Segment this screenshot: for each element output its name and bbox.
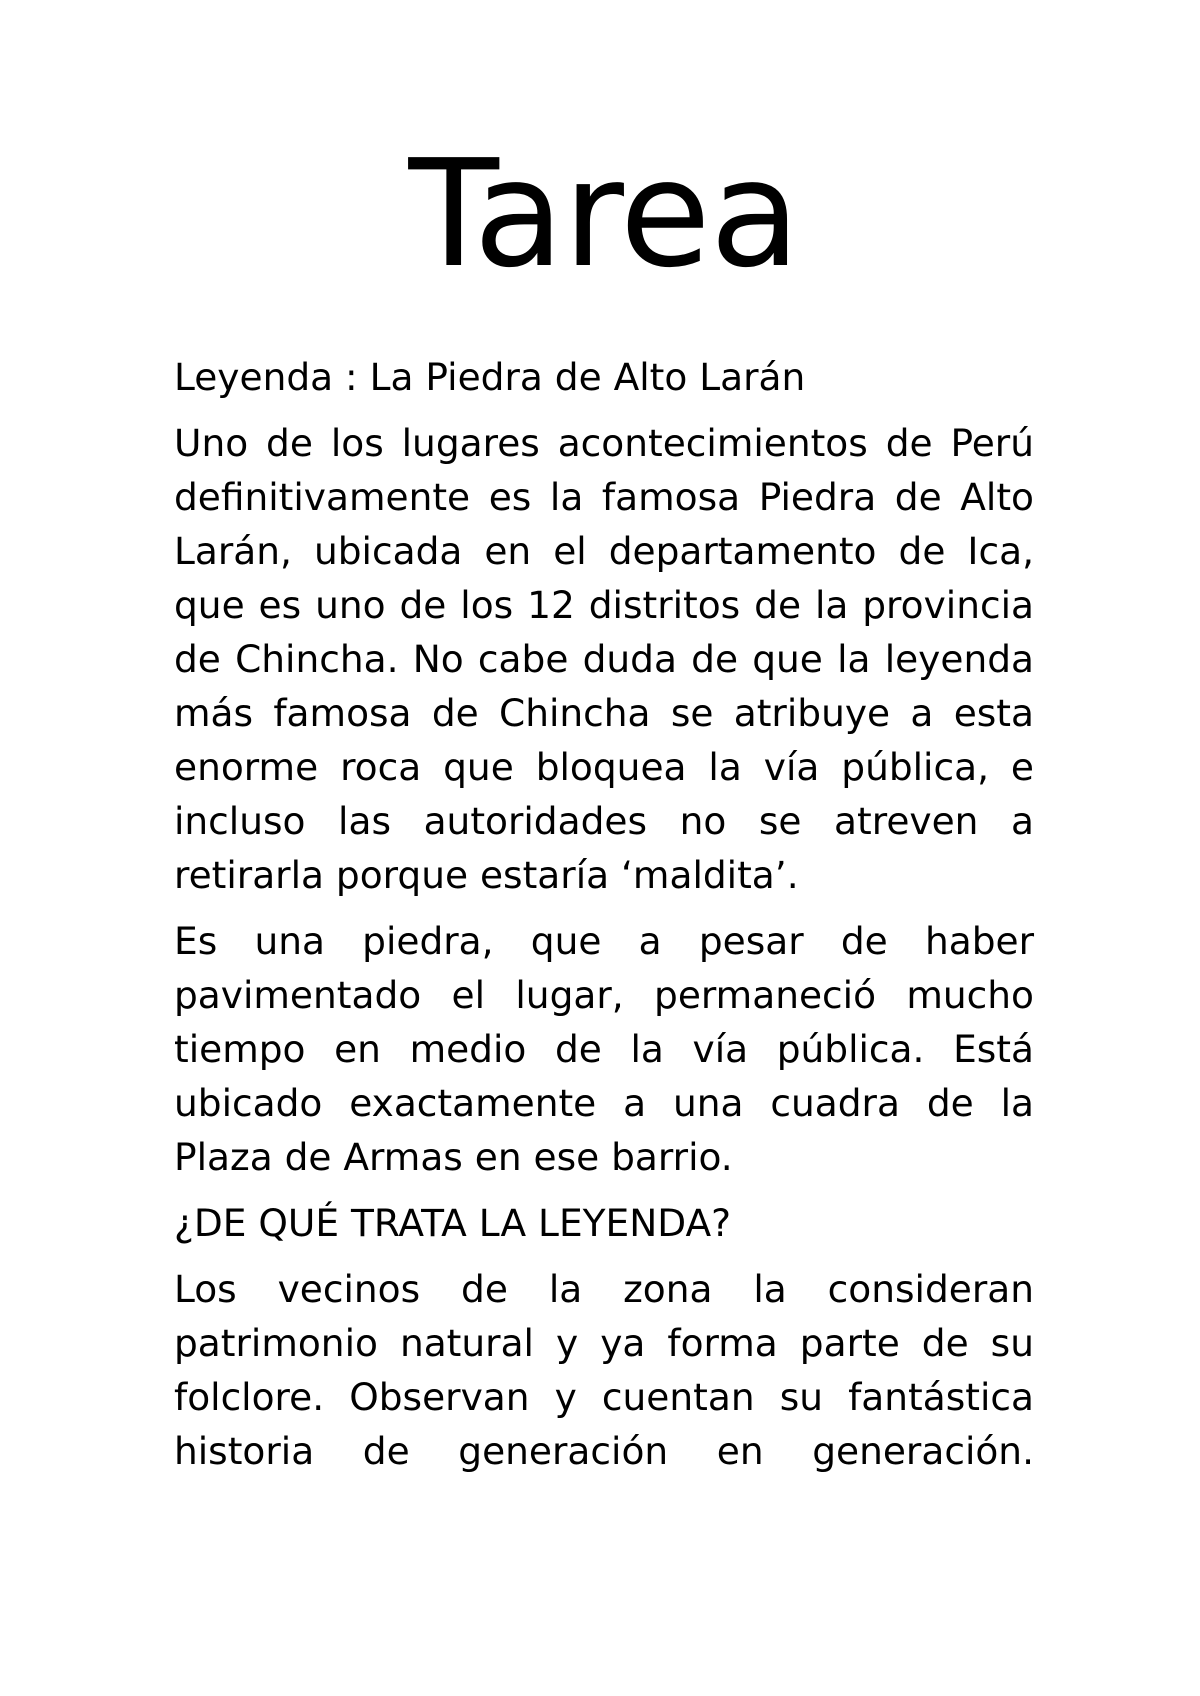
section-heading: ¿DE QUÉ TRATA LA LEYENDA? — [174, 1201, 732, 1245]
legend-subtitle: Leyenda : La Piedra de Alto Larán — [174, 355, 806, 399]
document-page — [174, 128, 1034, 1490]
paragraph-folklore: Los vecinos de la zona la consideran patrimonio natural y ya forma parte de su folclore. Observan y cuentan su fantástica historia de generación en generación. — [174, 1267, 1034, 1473]
paragraph-intro: Uno de los lugares acontecimientos de Perú definitivamente es la famosa Piedra de Alto Larán, ubicada en el departamento de Ica, que es uno de los 12 distritos de la provincia de Chincha. No cabe duda de que la leyenda más famosa de Chincha se atribuye a esta enorme roca que bloquea la vía pública, e incluso las autoridades no se atreven a retirarla porque estaría ‘maldita’. — [174, 421, 1034, 897]
paragraph-location: Es una piedra, que a pesar de haber pavimentado el lugar, permaneció mucho tiempo en medio de la vía pública. Está ubicado exactamente a una cuadra de la Plaza de Armas en ese barrio. — [174, 919, 1034, 1179]
document-title: Tarea — [408, 128, 800, 300]
